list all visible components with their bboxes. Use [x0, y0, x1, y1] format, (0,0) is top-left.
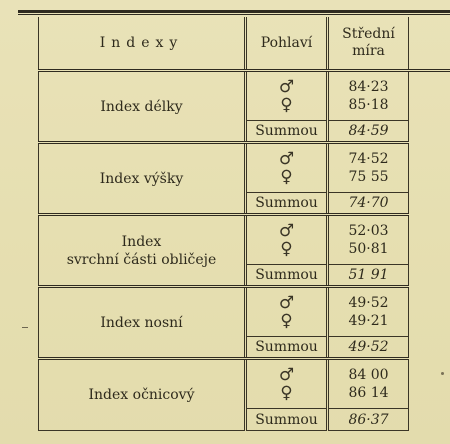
- female-symbol-icon: ♀: [280, 167, 293, 187]
- header-indexy: Indexy: [39, 17, 246, 71]
- header-blank: [409, 17, 450, 71]
- index-name-line: Index: [121, 233, 162, 250]
- male-mean-value: 84·23: [348, 79, 389, 95]
- table-row: [39, 215, 450, 265]
- male-symbol-icon: ♂: [278, 221, 295, 241]
- mean-cell: [328, 359, 409, 409]
- sum-label: Summou: [246, 409, 328, 431]
- header-pohlavi: Pohlaví: [246, 17, 328, 71]
- female-symbol-icon: ♀: [280, 95, 293, 115]
- index-name: [39, 71, 246, 143]
- table-row: [39, 71, 450, 121]
- blank-cell: [409, 359, 450, 431]
- top-rule: [18, 10, 450, 13]
- sum-value: 49·52: [328, 337, 409, 359]
- female-symbol-icon: ♀: [280, 311, 293, 331]
- table-row: [39, 143, 450, 193]
- blank-cell: [409, 143, 450, 215]
- header-mean-line1: Střední: [342, 26, 395, 42]
- female-symbol-icon: ♀: [280, 383, 293, 403]
- blank-cell: [409, 71, 450, 143]
- index-table: [38, 17, 450, 431]
- table-header-row: [39, 17, 450, 71]
- index-name-line: Index očnicový: [88, 387, 195, 403]
- index-name-line: Index výšky: [99, 170, 184, 187]
- sex-cell: [246, 215, 328, 265]
- mean-cell: [328, 215, 409, 265]
- sum-value: 51 91: [328, 265, 409, 287]
- sex-cell: [246, 71, 328, 121]
- index-name: [39, 143, 246, 215]
- top-rule-thin: [18, 14, 450, 15]
- female-mean-value: 50·81: [348, 241, 389, 257]
- sum-label: Summou: [246, 193, 328, 215]
- female-mean-value: 85·18: [348, 97, 389, 113]
- header-stredni-mira: [328, 17, 409, 71]
- male-mean-value: 74·52: [348, 151, 389, 167]
- index-name-line: Index nosní: [100, 314, 183, 331]
- sex-cell: [246, 143, 328, 193]
- mean-cell: [328, 143, 409, 193]
- mean-cell: [328, 287, 409, 337]
- table-row: [39, 287, 450, 337]
- sum-label: Summou: [246, 337, 328, 359]
- male-symbol-icon: ♂: [278, 293, 295, 313]
- male-symbol-icon: ♂: [278, 365, 295, 385]
- sum-label: Summou: [246, 121, 328, 143]
- female-mean-value: 75 55: [348, 169, 389, 185]
- sex-cell: [246, 359, 328, 409]
- female-symbol-icon: ♀: [280, 239, 293, 259]
- mean-cell: [328, 71, 409, 121]
- index-name: [39, 215, 246, 287]
- female-mean-value: 86 14: [348, 385, 389, 401]
- index-name: [39, 359, 246, 431]
- male-mean-value: 49·52: [348, 295, 389, 311]
- male-symbol-icon: ♂: [278, 77, 295, 97]
- sum-value: 84·59: [328, 121, 409, 143]
- sum-value: 74·70: [328, 193, 409, 215]
- male-mean-value: 52·03: [348, 223, 389, 239]
- blank-cell: [409, 215, 450, 287]
- index-name-line: svrchní části obličeje: [66, 251, 217, 268]
- sex-cell: [246, 287, 328, 337]
- index-name: [39, 287, 246, 359]
- male-mean-value: 84 00: [348, 367, 389, 383]
- sum-label: Summou: [246, 265, 328, 287]
- blank-cell: [409, 287, 450, 359]
- female-mean-value: 49·21: [348, 313, 389, 329]
- male-symbol-icon: ♂: [278, 149, 295, 169]
- margin-mark: [22, 327, 28, 328]
- index-name-line: Index délky: [100, 98, 183, 115]
- sum-value: 86·37: [328, 409, 409, 431]
- table-row: [39, 359, 450, 409]
- header-mean-line2: míra: [352, 43, 385, 59]
